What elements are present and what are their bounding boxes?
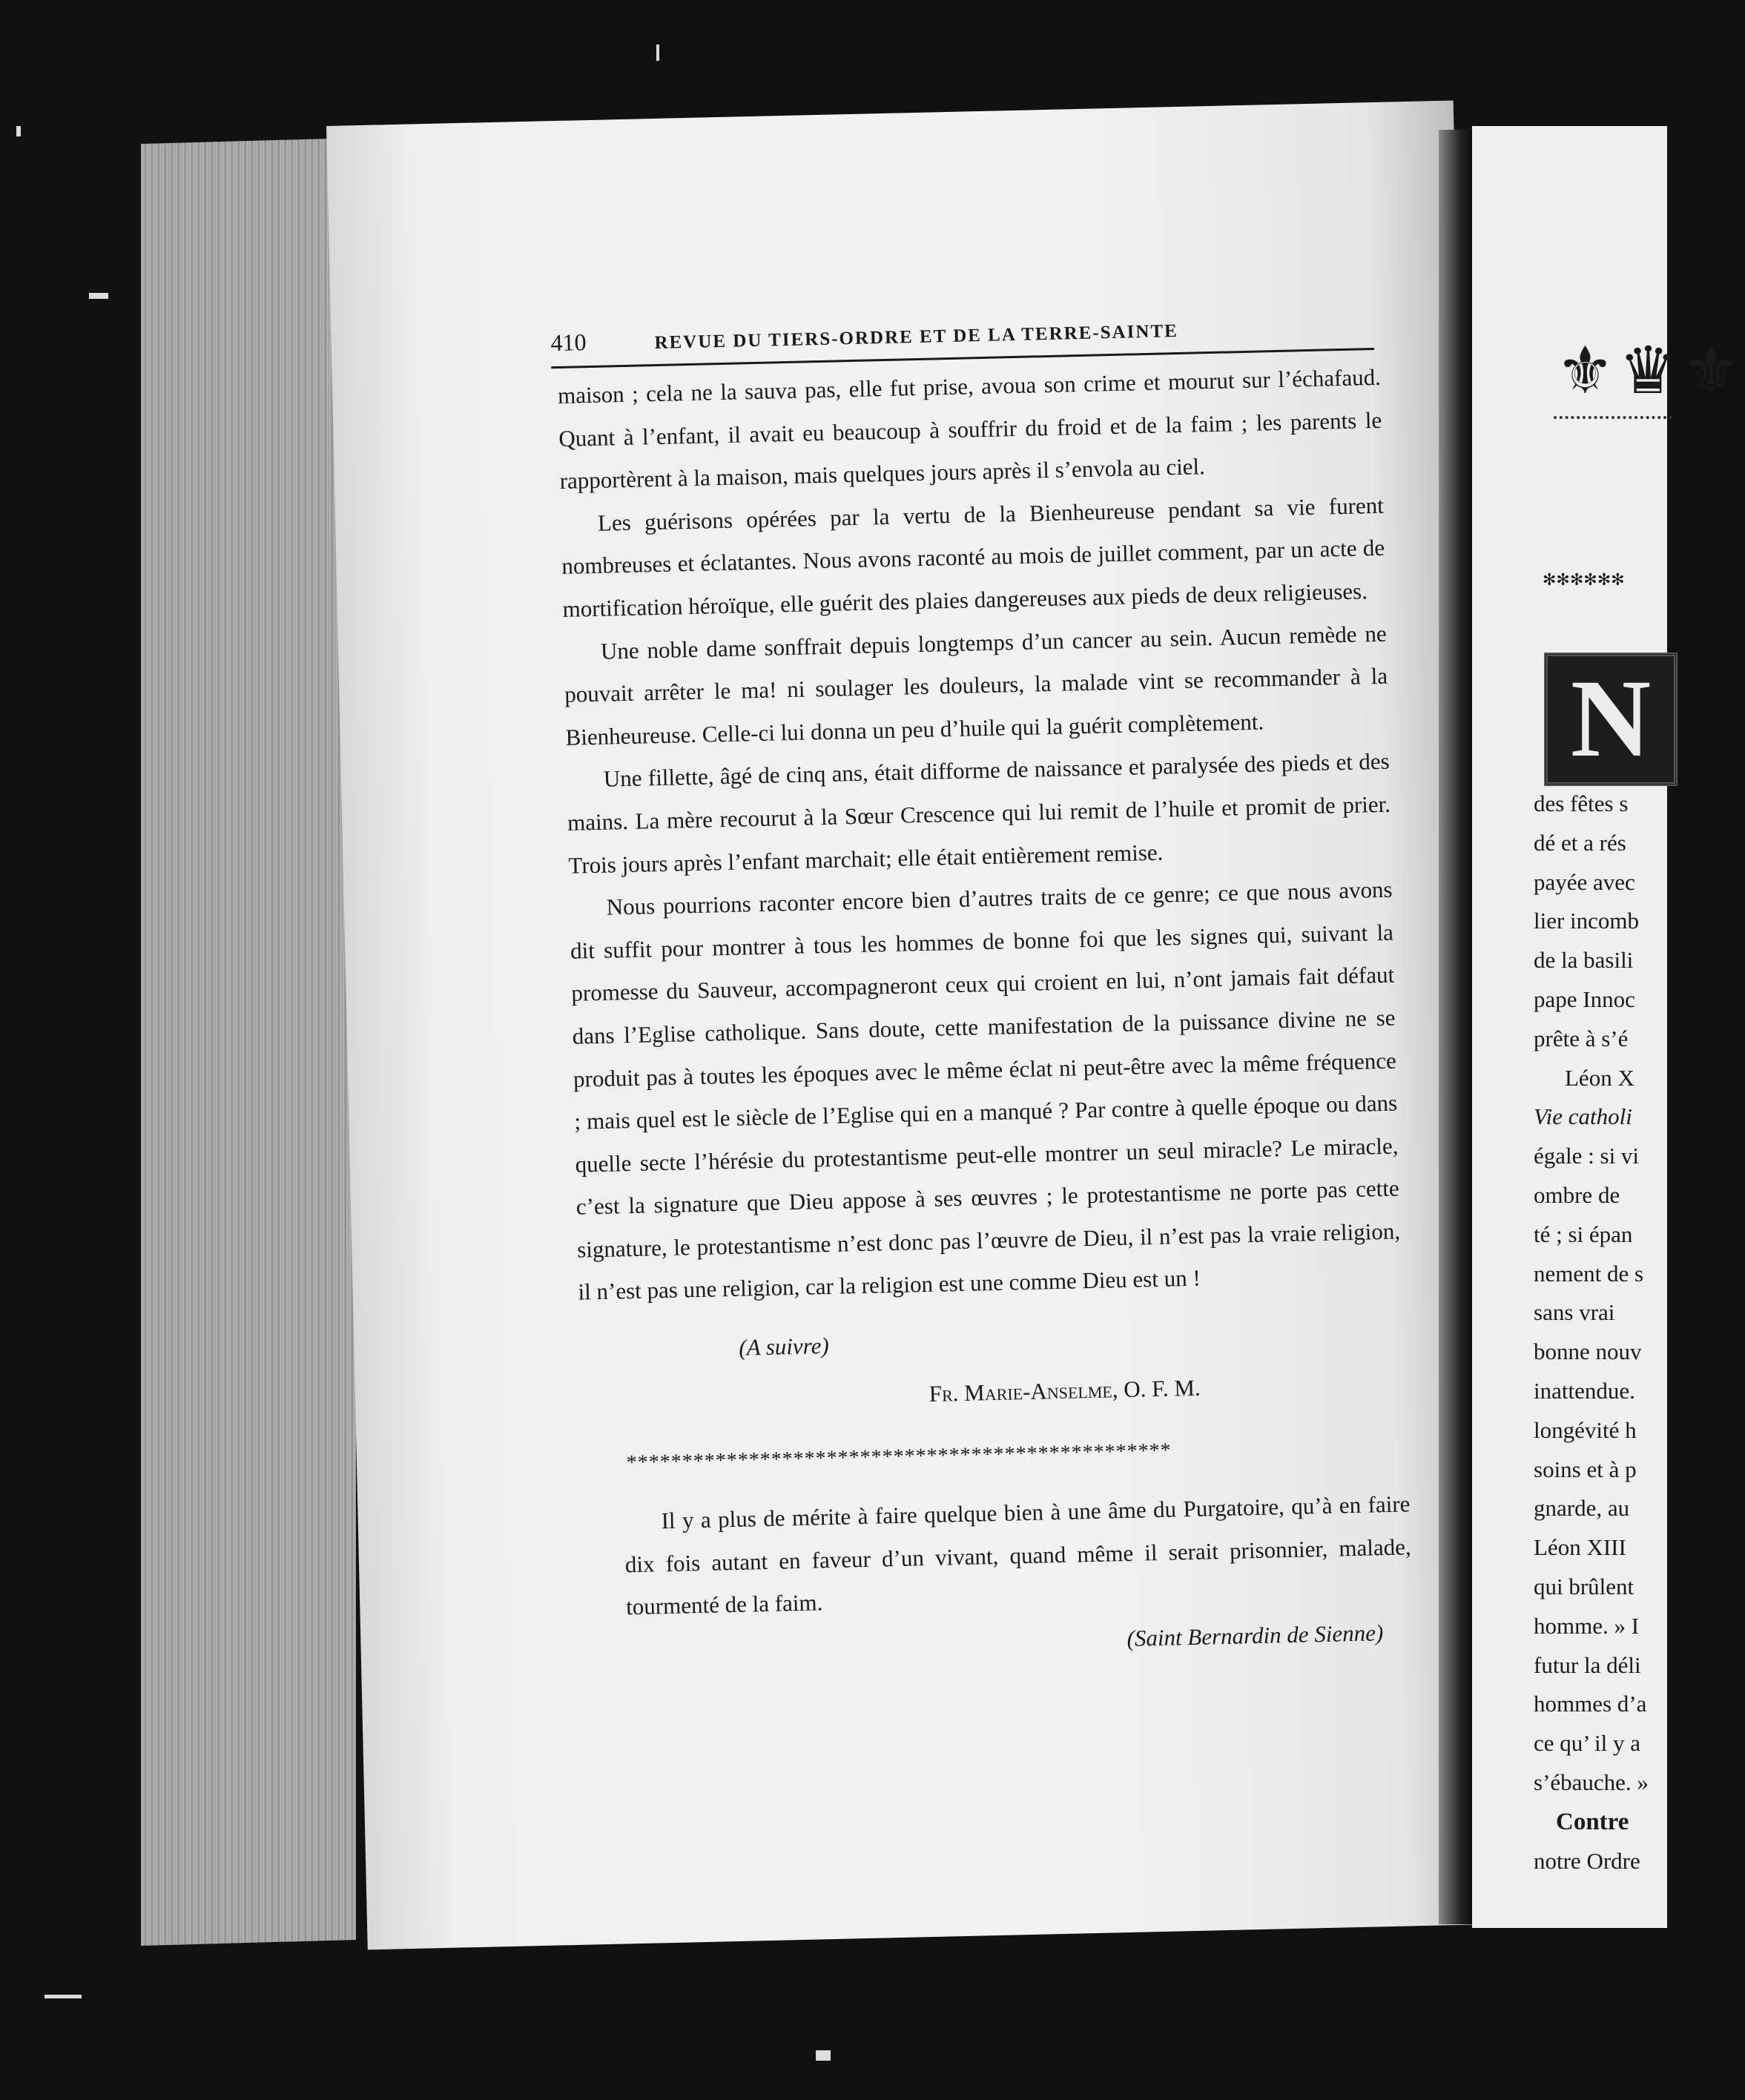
paragraph: Une noble dame sonffrait depuis longtemps d’un cancer au sein. Aucun remède ne pouvait arrêter le ma! ni soulager les douleurs, la malade vint se recommander à la Bienheureuse. Celle-ci lui donna un peu d’huile qui la guérit complètement. — [564, 620, 1388, 750]
film-speck — [16, 126, 21, 136]
text-line: pape Innoc — [1534, 985, 1635, 1012]
page-number: 410 — [550, 328, 587, 357]
author-signature: Fr. Marie-Anselme, O. F. M. — [928, 1374, 1201, 1407]
text-line: notre Ordre — [1534, 1847, 1640, 1874]
film-speck — [656, 44, 659, 61]
decorated-drop-cap: N — [1544, 653, 1678, 786]
ornament-rule — [1554, 412, 1672, 419]
film-speck — [89, 293, 108, 299]
right-page-text — [1534, 785, 1675, 1881]
text-line: nement de s — [1534, 1260, 1644, 1287]
text-line: prête à s’é — [1534, 1025, 1629, 1051]
text-line: s’ébauche. » — [1534, 1769, 1649, 1795]
text-line: Contre — [1556, 1808, 1629, 1835]
star-separator: ************************************************* — [626, 1439, 1172, 1475]
to-be-continued: (A suivre) — [738, 1333, 830, 1361]
book-gutter — [1439, 130, 1476, 1924]
text-line: soins et à p — [1534, 1456, 1637, 1482]
paragraph: Une fillette, âgé de cinq ans, était difforme de naissance et paralysée des pieds et des mains. La mère recourut à la Sœur Crescence qui lui remit de l’huile et promit de prier. Trois jours après l’enfant marchait; elle était entièrement remise. — [567, 748, 1391, 879]
text-line: lier incomb — [1534, 908, 1640, 934]
film-speck — [44, 1995, 82, 1998]
text-line: bonne nouv — [1534, 1338, 1642, 1365]
right-page-star-rule: ✻✻✻✻✻✻ — [1543, 571, 1625, 590]
text-line: payée avec — [1534, 868, 1635, 895]
book-page-edges — [141, 138, 356, 1946]
text-line: té ; si épan — [1534, 1221, 1633, 1247]
text-line: homme. » I — [1534, 1612, 1640, 1639]
film-speck — [816, 2050, 831, 2061]
text-line: Léon X — [1565, 1064, 1635, 1091]
quote-source: (Saint Bernardin de Sienne) — [1127, 1619, 1384, 1652]
text-line: gnarde, au — [1534, 1495, 1630, 1522]
text-line: hommes d’a — [1534, 1691, 1647, 1717]
paragraph: maison ; cela ne la sauva pas, elle fut prise, avoua son crime et mourut sur l’échafaud. Quant à l’enfant, il avait eu beaucoup à souffrir du froid et de la faim ; les parents le rapportèrent à la maison, mais quelques jours après il s’envola au ciel. — [557, 363, 1382, 495]
text-line: dé et a rés — [1534, 829, 1626, 856]
paragraph: Nous pourrions raconter encore bien d’autres traits de ce genre; ce que nous avons dit suffit pour montrer à tous les hommes de bonne foi que les signes qui, suivant la promesse du Sauveur, accompagneront ceux qui croient en lui, n’ont jamais fait défaut dans l’Eglise catholique. Sans doute, cette manifestation de la puissance divine ne se produit pas à toutes les époques avec le même éclat ni peut-être avec la même fréquence ; mais quel est le siècle de l’Eglise qui en a manqué ? Par contre à quelle époque ou dans quelle secte l’hérésie du protestantisme peut-elle montrer un seul miracle? Le miracle, c’est la signature que Dieu appose à ses œuvres ; le protestantisme ne porte pas cette signature, le protestantisme n’est donc pas l’œuvre de Dieu, il n’est pas la vraie religion, il n’est pas une religion, car la religion est une comme Dieu est un ! — [570, 876, 1401, 1306]
text-line: Léon XIII — [1534, 1534, 1626, 1561]
text-line: qui brûlent — [1534, 1573, 1635, 1599]
text-line: inattendue. — [1534, 1377, 1635, 1404]
text-line: longévité h — [1534, 1416, 1637, 1443]
paragraph: Les guérisons opérées par la vertu de la Bienheureuse pendant sa vie furent nombreuses et éclatantes. Nous avons raconté au mois de juillet comment, par un acte de mortification héroïque, elle guérit des plaies dangereuses aux pieds de deux religieuses. — [561, 492, 1385, 622]
text-line: de la basili — [1534, 947, 1634, 974]
text-line: ce qu’ il y a — [1534, 1730, 1641, 1757]
text-line: futur la déli — [1534, 1651, 1641, 1678]
fleuron-ornament-icon: ⚜♛⚜ — [1556, 332, 1745, 409]
text-line: Vie catholi — [1534, 1103, 1632, 1130]
text-line: ombre de — [1534, 1181, 1620, 1208]
text-line: des fêtes s — [1534, 790, 1629, 816]
left-page-text — [550, 308, 1412, 1672]
running-title: REVUE DU TIERS-ORDRE ET DE LA TERRE-SAINTE — [654, 320, 1179, 353]
text-line: sans vrai — [1534, 1299, 1615, 1326]
quote-text: Il y a plus de mérite à faire quelque bien à une âme du Purgatoire, qu’à en faire dix fois autant en faveur d’un vivant, quand même il serait prisonnier, malade, tourmenté de la faim. — [624, 1490, 1412, 1620]
quote-block — [624, 1483, 1414, 1671]
text-line: égale : si vi — [1534, 1143, 1640, 1169]
